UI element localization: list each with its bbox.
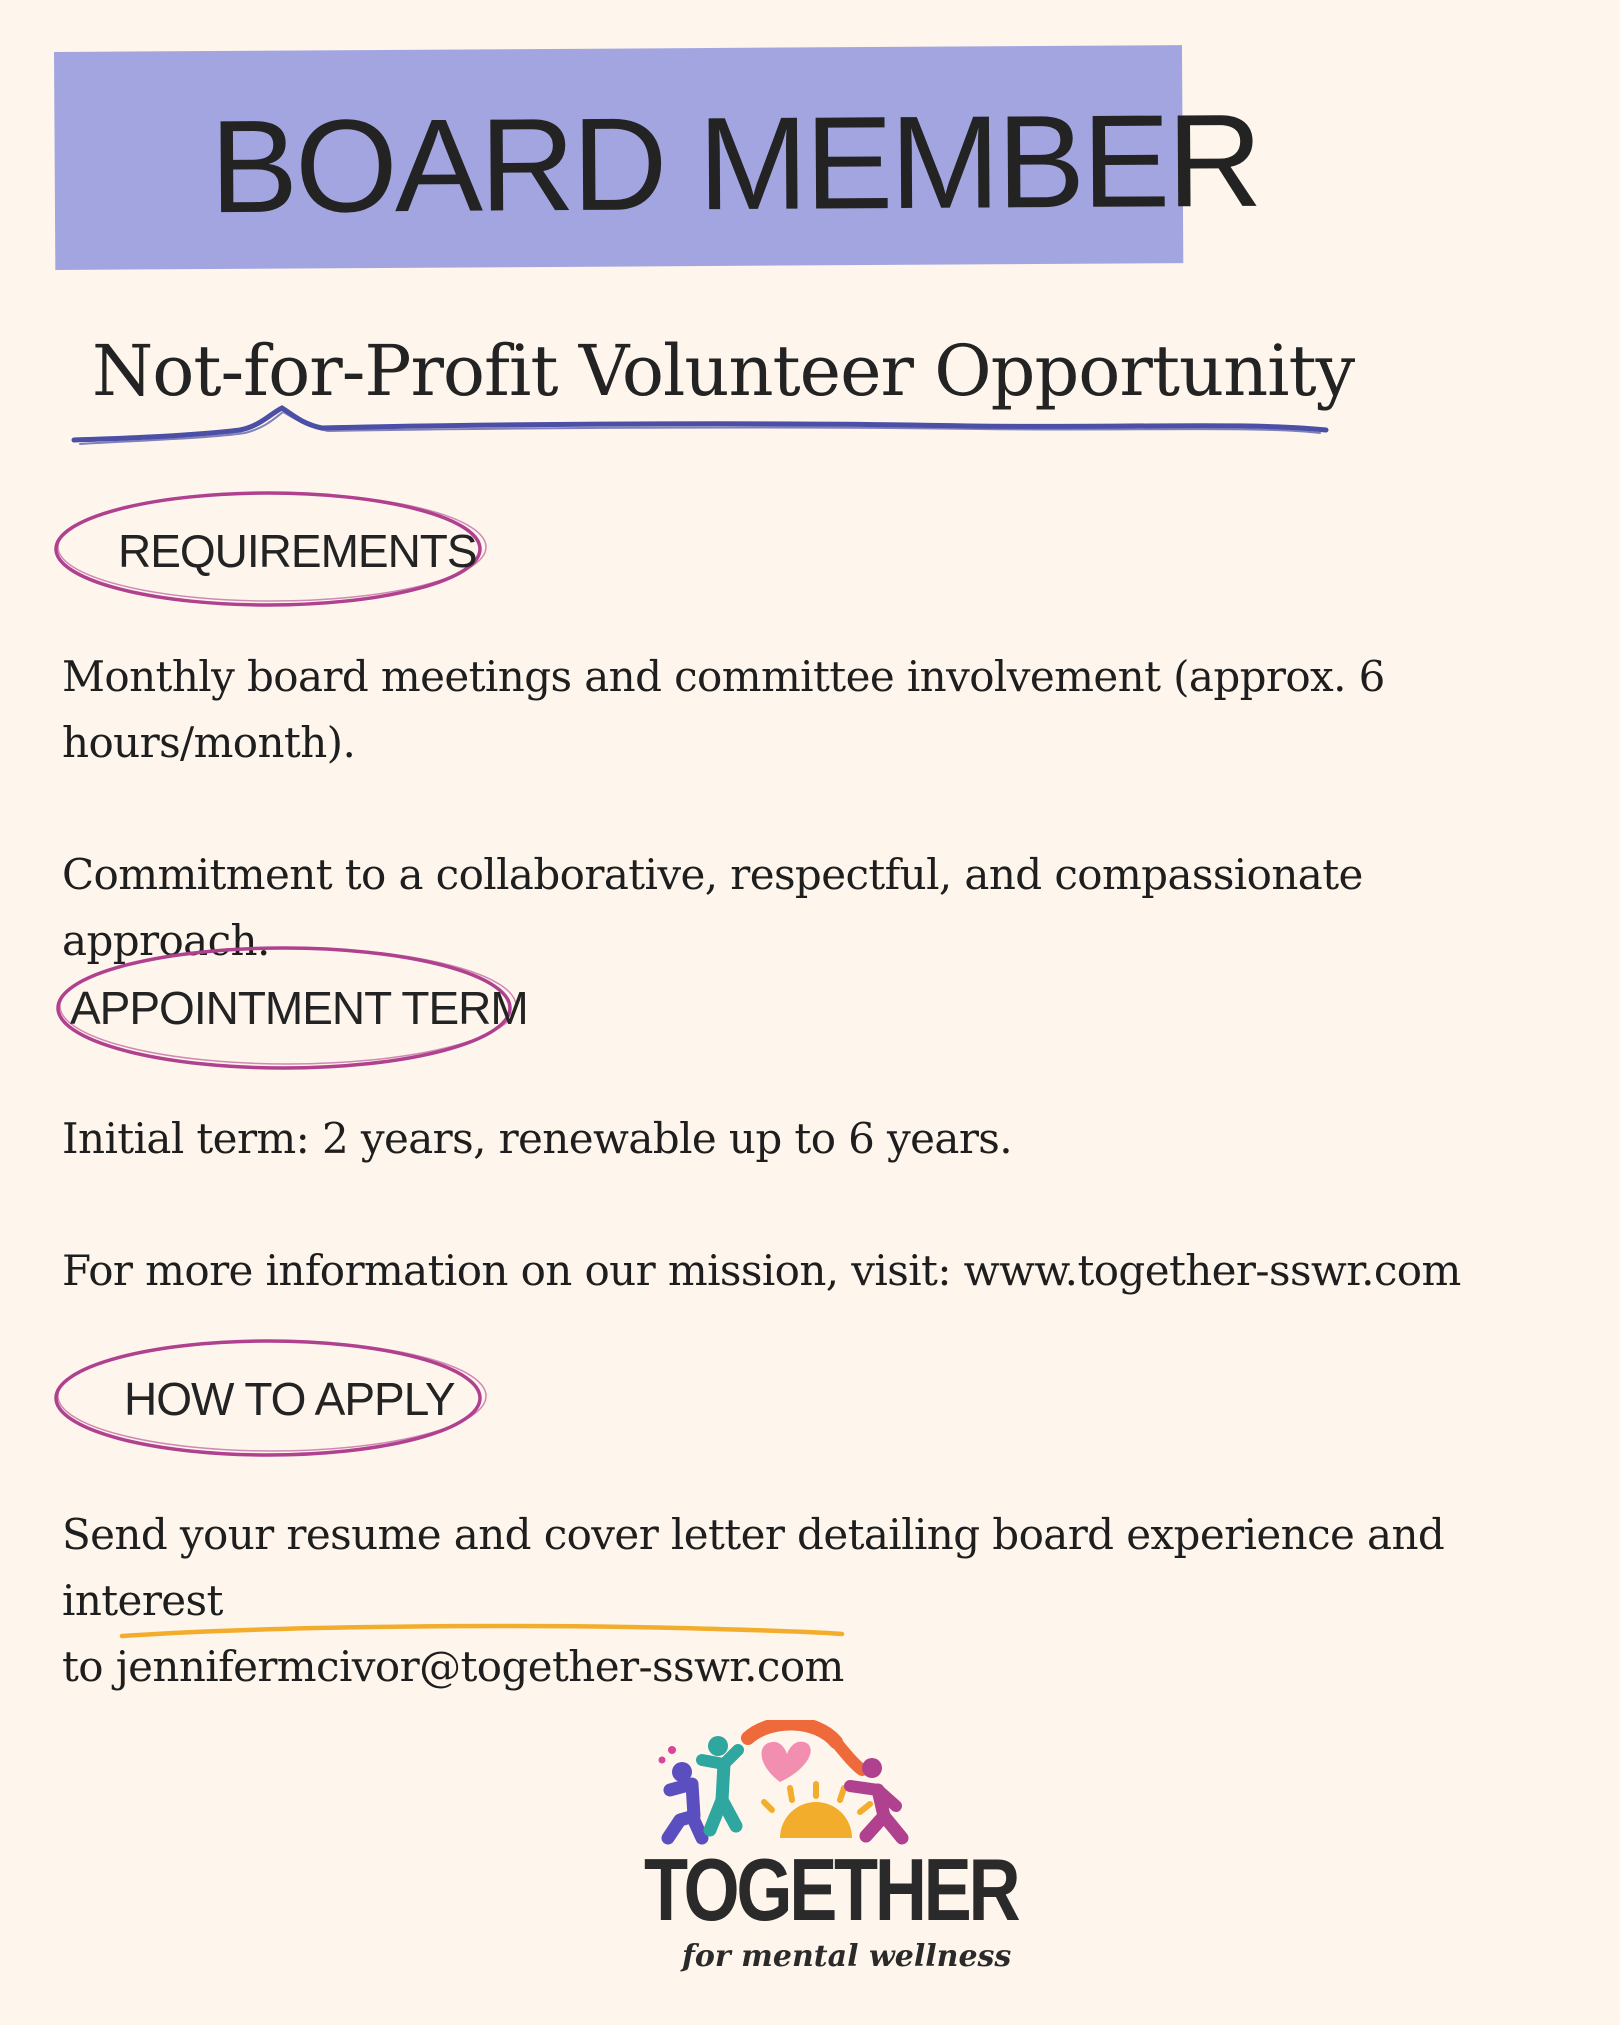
requirements-paragraph-1: Monthly board meetings and committee involvement (approx. 6 hours/month). [62,652,1385,767]
email-underline [118,1620,848,1644]
requirements-heading: REQUIREMENTS [118,525,477,577]
apply-paragraph-line1: Send your resume and cover letter detailing board experience and interest [62,1510,1445,1625]
appointment-paragraph-1: Initial term: 2 years, renewable up to 6 years. [62,1114,1013,1163]
apply-heading: HOW TO APPLY [124,1373,455,1425]
appointment-paragraph-2: For more information on our mission, visit: www.together-sswr.com [62,1246,1461,1295]
apply-paragraph [62,1502,1572,1700]
appointment-heading: APPOINTMENT TERM [70,982,528,1034]
apply-paragraph-prefix: to [62,1642,116,1691]
logo-wordmark: TOGETHER [644,1840,1018,1939]
together-logo-icon [640,1720,980,1850]
logo-tagline: for mental wellness [682,1939,1012,1974]
subtitle-squiggle [70,400,1340,450]
apply-email-link[interactable]: jennifermcivor@together-sswr.com [115,1642,844,1691]
requirements-paragraph-2: Commitment to a collaborative, respectful, and compassionate approach. [62,850,1363,965]
page-title: BOARD MEMBER [209,86,1260,241]
page-subtitle: Not-for-Profit Volunteer Opportunity [92,330,1355,412]
